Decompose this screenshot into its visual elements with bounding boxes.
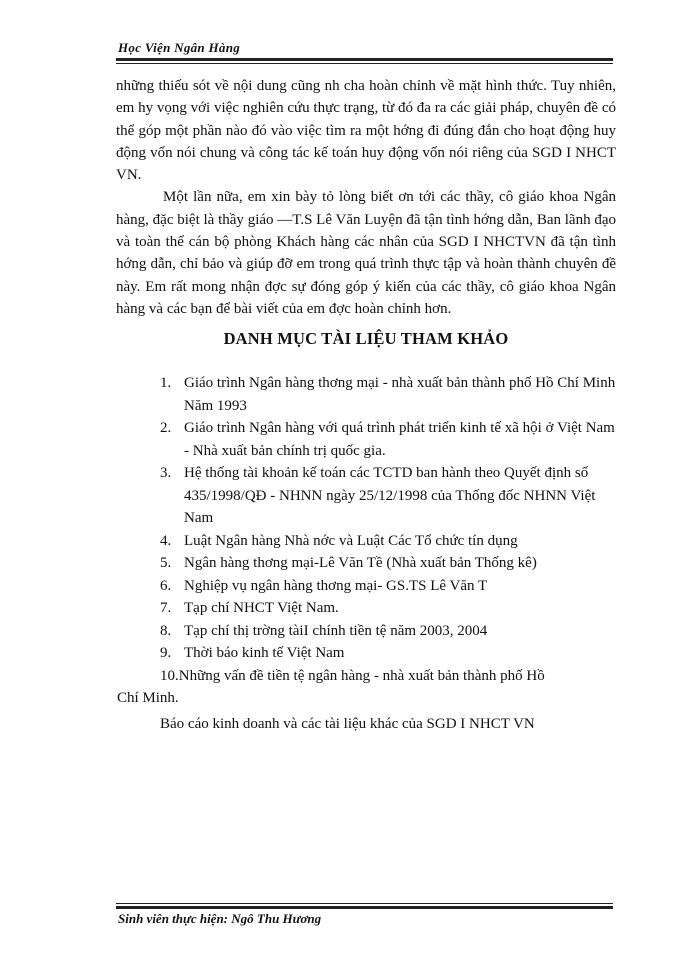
reference-10-continuation: Chí Minh.	[117, 690, 179, 706]
page-footer-text: Sinh viên thực hiện: Ngô Thu Hương	[118, 911, 322, 926]
footer-rule	[116, 903, 613, 909]
reference-10-first-line: 10.Những vấn đề tiền tệ ngân hàng - nhà xuất bản thành phố Hồ	[160, 667, 545, 684]
reference-item: 2. Giáo trình Ngân hàng với quá trình phát triển kinh tế xã hội ở Việt Nam - Nhà xuất bản chính trị quốc gia.	[160, 420, 615, 459]
section-title: DANH MỤC TÀI LIỆU THAM KHẢO	[223, 329, 509, 348]
reference-item: 5. Ngân hàng thơng mại-Lê Văn Tề (Nhà xuất bản Thống kê)	[160, 555, 537, 571]
page-header-title: Học Viện Ngân Hàng	[118, 40, 241, 55]
reference-list	[117, 372, 620, 735]
paragraph-1: những thiếu sót về nội dung cũng nh cha hoàn chỉnh về mặt hình thức. Tuy nhiên, em hy vọng với việc nghiên cứu thực trạng, từ đó đa ra các giải pháp, chuyên đề có thể góp một phần nào đó vào việc tìm ra một hớng đi đúng đắn cho hoạt động huy động vốn nói chung và công tác kế toán huy động vốn nói riêng của SGD I NHCT VN.	[116, 78, 616, 184]
reference-extra: Báo cáo kinh doanh và các tài liệu khác của SGD I NHCT VN	[160, 715, 535, 732]
reference-item: 6. Nghiệp vụ ngân hàng thơng mại- GS.TS Lê Văn T	[160, 577, 488, 594]
paragraph-2: Một lần nữa, em xin bày tỏ lòng biết ơn tới các thầy, cô giáo khoa Ngân hàng, đặc biệt là thầy giáo —T.S Lê Văn Luyện đã tận tình hớng dẫn, Ban lãnh đạo và toàn thể cán bộ phòng Khách hàng các nhân của SGD I NHCTVN đã tận tình hớng dẫn, chỉ bảo và giúp đỡ em trong quá trình thực tập và hoàn thành chuyên đề này. Em rất mong nhận đợc sự đóng góp ý kiến của các thầy, cô giáo khoa Ngân hàng và các bạn để bài viết của em đợc hoàn chỉnh hơn.	[116, 189, 616, 317]
reference-item: 1. Giáo trình Ngân hàng thơng mại - nhà xuất bản thành phố Hồ Chí Minh Năm 1993	[160, 375, 616, 414]
reference-item: 9. Thời báo kinh tế Việt Nam	[160, 645, 345, 661]
body-text	[116, 75, 616, 320]
reference-item: 4. Luật Ngân hàng Nhà nớc và Luật Các Tổ chức tín dụng	[160, 532, 518, 549]
reference-item-10	[117, 665, 620, 710]
reference-item: 3. Hệ thống tài khoản kế toán các TCTD ban hành theo Quyết định số 435/1998/QĐ - NHNN ngày 25/12/1998 của Thống đốc NHNN Việt Nam	[160, 465, 596, 526]
header-rule	[116, 58, 613, 64]
reference-item: 7. Tạp chí NHCT Việt Nam.	[160, 600, 339, 616]
reference-item: 8. Tạp chí thị trờng tàiI chính tiền tệ năm 2003, 2004	[160, 622, 488, 639]
